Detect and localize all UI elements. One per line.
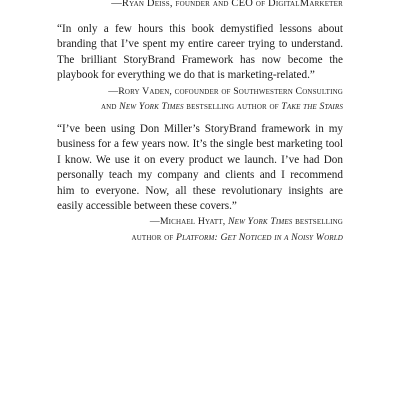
attribution-name: Rory Vaden — [118, 85, 170, 97]
attribution-middle: author of — [131, 231, 177, 243]
attribution-publication: New York Times — [227, 216, 293, 228]
attribution-book: Take the Stairs — [281, 101, 343, 113]
attribution-line-1 — [57, 214, 343, 229]
attribution-line-1 — [57, 84, 343, 99]
attribution-ryan-deiss — [57, 0, 343, 11]
attribution-name: Ryan Deiss — [121, 0, 170, 9]
testimonial-text: “I’ve been using Don Miller’s StoryBrand framework in my business for a few years now. It’s the single best marketing tool I know. We use it on every product we launch. I’ve had Don personally teach my company and clients and I recommend him to everyone. Now, all these revolutionary insights are easily accessible between these covers.” — [57, 123, 343, 213]
attribution-name: Michael Hyatt — [159, 216, 223, 228]
testimonial-text: “In only a few hours this book demystified lessons about branding that I’ve spent my entire career trying to understand. The brilliant StoryBrand Framework has now become the playbook for everything we do that is marketing-related.” — [57, 23, 343, 82]
attribution-role: bestselling — [292, 216, 343, 228]
attribution-line-2 — [57, 99, 343, 114]
attribution-and: and — [100, 101, 120, 113]
testimonial-michael-hyatt — [57, 122, 343, 245]
attribution-middle: bestselling author of — [183, 101, 282, 113]
attribution-line-2 — [57, 230, 343, 245]
attribution-dash: — — [149, 216, 160, 228]
testimonial-rory-vaden — [57, 22, 343, 114]
attribution-company: DigitalMarketer — [268, 0, 343, 9]
attribution-role: , cofounder of — [169, 85, 234, 97]
attribution-publication: New York Times — [119, 101, 184, 113]
attribution-book: Platform: Get Noticed in a Noisy World — [176, 231, 343, 243]
attribution-dash: — — [108, 85, 119, 97]
attribution-dash: — — [111, 0, 122, 9]
attribution-sep: , — [222, 216, 228, 228]
attribution-company: Southwestern Consulting — [233, 85, 343, 97]
attribution-role: , founder and CEO of — [169, 0, 269, 9]
